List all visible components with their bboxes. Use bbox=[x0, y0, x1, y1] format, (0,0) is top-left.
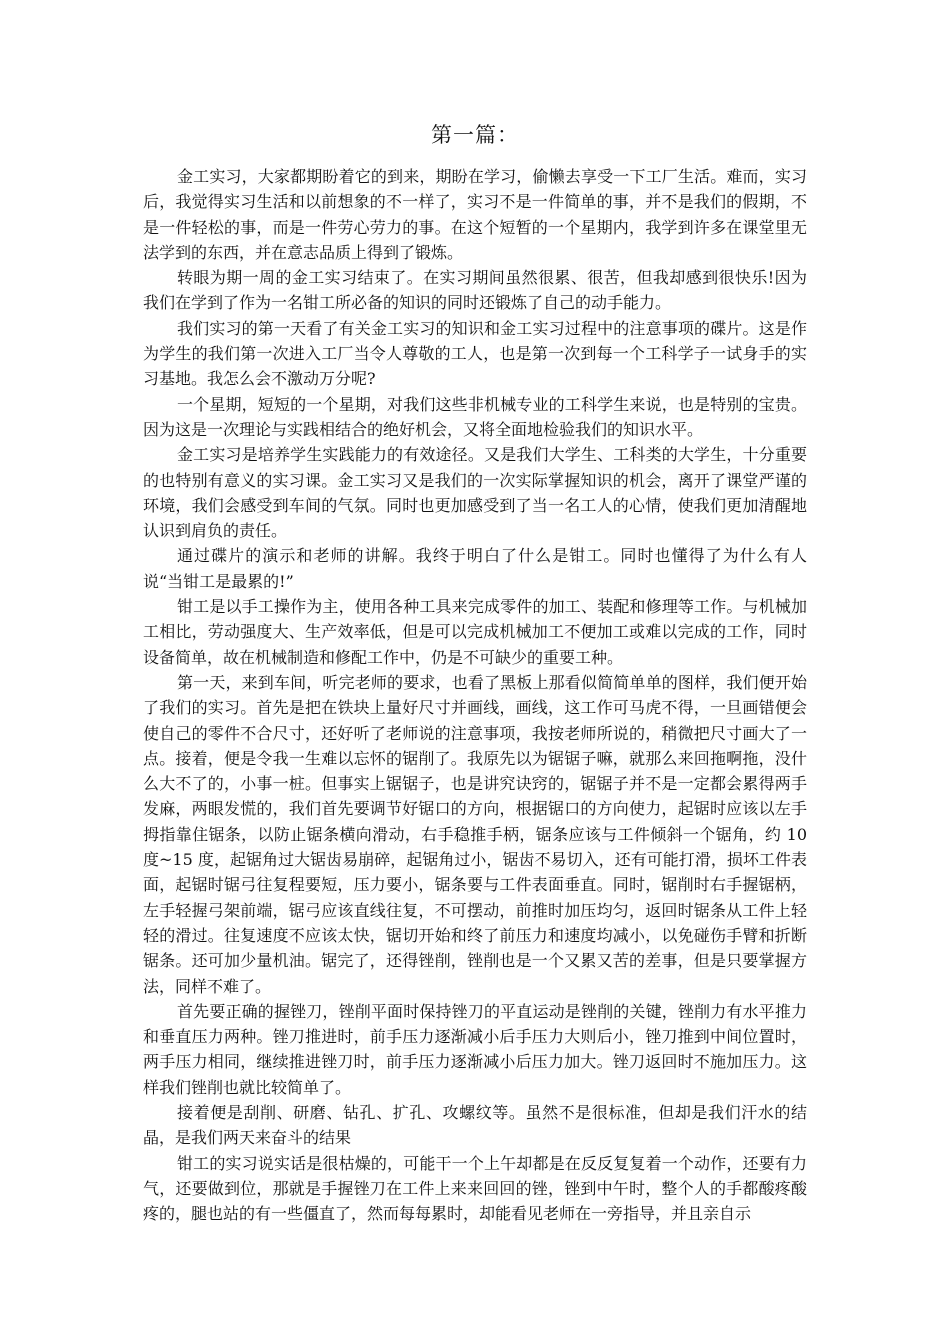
paragraph-8: 第一天，来到车间，听完老师的要求，也看了黑板上那看似简简单单的图样，我们便开始了我们的实习。首先是把在铁块上量好尺寸并画线，画线，这工作可马虎不得，一旦画错便会使自己的零件不合尺寸，还好听了老师说的注意事项，我按老师所说的，稍微把尺寸画大了一点。接着，便是令我一生难以忘怀的锯削了。我原先以为锯锯子嘛，就那么来回拖啊拖，没什么大不了的，小事一桩。但事实上锯锯子，也是讲究诀窍的，锯锯子并不是一定都会累得两手发麻，两眼发慌的，我们首先要调节好锯口的方向，根据锯口的方向使力，起锯时应该以左手拇指靠住锯条，以防止锯条横向滑动，右手稳推手柄，锯条应该与工件倾斜一个锯角，约 10 度~15 度，起锯角过大锯齿易崩碎，起锯角过小，锯齿不易切入，还有可能打滑，损坏工件表面，起锯时锯弓往复程要短，压力要小，锯条要与工件表面垂直。同时，锯削时右手握锯柄，左手轻握弓架前端，锯弓应该直线往复，不可摆动，前推时加压均匀，返回时锯条从工件上轻轻的滑过。往复速度不应该太快，锯切开始和终了前压力和速度均减小，以免碰伤手臂和折断锯条。还可加少量机油。锯完了，还得锉削，锉削也是一个又累又苦的差事，但是只要掌握方法，同样不难了。 bbox=[143, 672, 807, 996]
paragraph-11: 钳工的实习说实话是很枯燥的，可能干一个上午却都是在反反复复着一个动作，还要有力气，还要做到位，那就是手握锉刀在工件上来来回回的锉，锉到中午时，整个人的手都酸疼酸疼的，腿也站的有一些僵直了，然而每每累时，却能看见老师在一旁指导，并且亲自示 bbox=[143, 1153, 807, 1224]
paragraph-1: 金工实习，大家都期盼着它的到来，期盼在学习，偷懒去享受一下工厂生活。难而，实习后，我觉得实习生活和以前想象的不一样了，实习不是一件简单的事，并不是我们的假期，不是一件轻松的事，而是一件劳心劳力的事。在这个短暂的一个星期内，我学到许多在课堂里无法学到的东西，并在意志品质上得到了锻炼。 bbox=[143, 167, 807, 262]
paragraph-4: 一个星期，短短的一个星期，对我们这些非机械专业的工科学生来说，也是特别的宝贵。因为这是一次理论与实践相结合的绝好机会，又将全面地检验我们的知识水平。 bbox=[143, 394, 807, 439]
paragraph-2: 转眼为期一周的金工实习结束了。在实习期间虽然很累、很苦，但我却感到很快乐!因为我们在学到了作为一名钳工所必备的知识的同时还锻炼了自己的动手能力。 bbox=[143, 268, 807, 313]
paragraph-7: 钳工是以手工操作为主，使用各种工具来完成零件的加工、装配和修理等工作。与机械加工相比，劳动强度大、生产效率低，但是可以完成机械加工不便加工或难以完成的工作，同时设备简单，故在机械制造和修配工作中，仍是不可缺少的重要工种。 bbox=[143, 597, 807, 667]
paragraph-9: 首先要正确的握锉刀，锉削平面时保持锉刀的平直运动是锉削的关键，锉削力有水平推力和垂直压力两种。锉刀推进时，前手压力逐渐减小后手压力大则后小，锉刀推到中间位置时，两手压力相同，继续推进锉刀时，前手压力逐渐减小后压力加大。锉刀返回时不施加压力。这样我们锉削也就比较简单了。 bbox=[143, 1001, 807, 1097]
paragraph-6: 通过碟片的演示和老师的讲解。我终于明白了什么是钳工。同时也懂得了为什么有人说“当钳工是最累的!” bbox=[143, 546, 807, 591]
paragraph-10: 接着便是刮削、研磨、钻孔、扩孔、攻螺纹等。虽然不是很标准，但却是我们汗水的结晶，是我们两天来奋斗的结果 bbox=[143, 1102, 807, 1148]
paragraph-3: 我们实习的第一天看了有关金工实习的知识和金工实习过程中的注意事项的碟片。这是作为学生的我们第一次进入工厂当令人尊敬的工人，也是第一次到每一个工科学子一试身手的实习基地。我怎么会不激动万分呢? bbox=[143, 318, 807, 389]
document-title: 第一篇： bbox=[431, 123, 519, 147]
paragraph-5: 金工实习是培养学生实践能力的有效途径。又是我们大学生、工科类的大学生，十分重要的也特别有意义的实习课。金工实习又是我们的一次实际掌握知识的机会，离开了课堂严谨的环境，我们会感受到车间的气氛。同时也更加感受到了当一名工人的心情，使我们更加清醒地认识到肩负的责任。 bbox=[143, 445, 807, 541]
document-body bbox=[143, 164, 807, 1226]
